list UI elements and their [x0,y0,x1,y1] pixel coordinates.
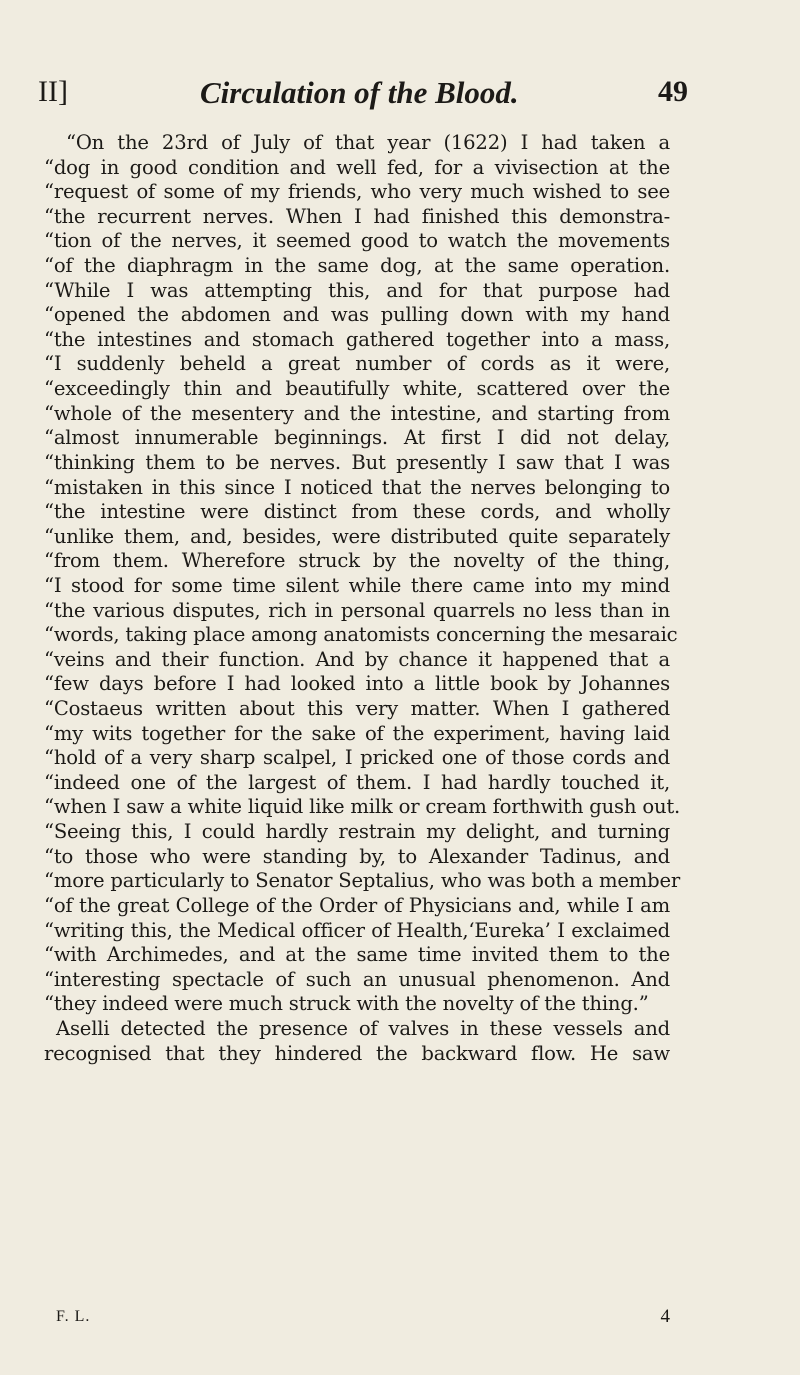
text-line: “almost innumerable beginnings. At first I did not delay, [44,426,670,450]
text-line: “when I saw a white liquid like milk or cream forthwith gush out. [44,795,681,819]
text-line: “of the great College of the Order of Physicians and, while I am [44,893,670,917]
text-line: “the intestines and stomach gathered together into a mass, [44,327,670,351]
text-line: “Seeing this, I could hardly restrain my delight, and turning [44,820,670,844]
text-line: “to those who were standing by, to Alexander Tadinus, and [44,844,670,868]
text-line: “the recurrent nerves. When I had finished this demonstra- [44,204,670,228]
running-head [38,75,688,115]
text-line: “I suddenly beheld a great number of cords as it were, [44,352,670,376]
text-line: “request of some of my friends, who very much wished to see [44,180,670,204]
text-line: “On the 23rd of July of that year (1622) I had taken a [66,131,670,154]
text-line: “exceedingly thin and beautifully white, scattered over the [44,377,670,401]
text-line: “the various disputes, rich in personal quarrels no less than in [44,598,670,622]
text-line: “thinking them to be nerves. But presently I saw that I was [44,450,670,474]
sheet-number: 4 [660,1306,670,1327]
text-line: “more particularly to Senator Septalius, who was both a member [44,869,681,893]
signature-mark: F. L. [56,1308,91,1325]
text-line: Aselli detected the presence of valves in these vessels and [56,1016,670,1040]
page-footer [56,1308,670,1334]
text-line: “mistaken in this since I noticed that the nerves belonging to [44,475,670,499]
text-line: “While I was attempting this, and for that purpose had [44,278,670,302]
text-line: “words, taking place among anatomists concerning the mesaraic [44,623,678,647]
text-line: “writing this, the Medical officer of Health,‘Eureka’ I exclaimed [44,918,670,942]
text-line: “the intestine were distinct from these cords, and wholly [44,500,670,524]
text-line: “of the diaphragm in the same dog, at the same operation. [44,254,670,278]
text-line: “whole of the mesentery and the intestine, and starting from [44,401,670,425]
text-line: “indeed one of the largest of them. I had hardly touched it, [44,770,670,794]
chapter-number: II] [38,75,68,108]
text-line: “dog in good condition and well fed, for a vivisection at the [44,155,670,179]
text-line: “interesting spectacle of such an unusual phenomenon. And [44,967,670,991]
text-line: “unlike them, and, besides, were distributed quite separately [44,524,670,548]
page-number: 49 [658,75,688,108]
body-text [44,131,681,1066]
text-line: “tion of the nerves, it seemed good to watch the movements [44,229,670,253]
text-line: “I stood for some time silent while there came into my mind [44,573,670,597]
text-line: “Costaeus written about this very matter. When I gathered [44,697,670,721]
text-line: “my wits together for the sake of the experiment, having laid [44,721,670,745]
text-line: “from them. Wherefore struck by the novelty of the thing, [44,549,670,573]
text-line: “few days before I had looked into a little book by Johannes [44,672,670,696]
text-line: “with Archimedes, and at the same time invited them to the [44,943,670,967]
text-line: “hold of a very sharp scalpel, I pricked one of those cords and [44,746,670,770]
text-line: “opened the abdomen and was pulling down with my hand [44,303,670,327]
running-title: Circulation of the Blood. [200,75,519,110]
text-line: recognised that they hindered the backward flow. He saw [44,1041,670,1065]
text-line: “they indeed were much struck with the novelty of the thing.” [44,992,649,1016]
text-line: “veins and their function. And by chance it happened that a [44,647,670,671]
